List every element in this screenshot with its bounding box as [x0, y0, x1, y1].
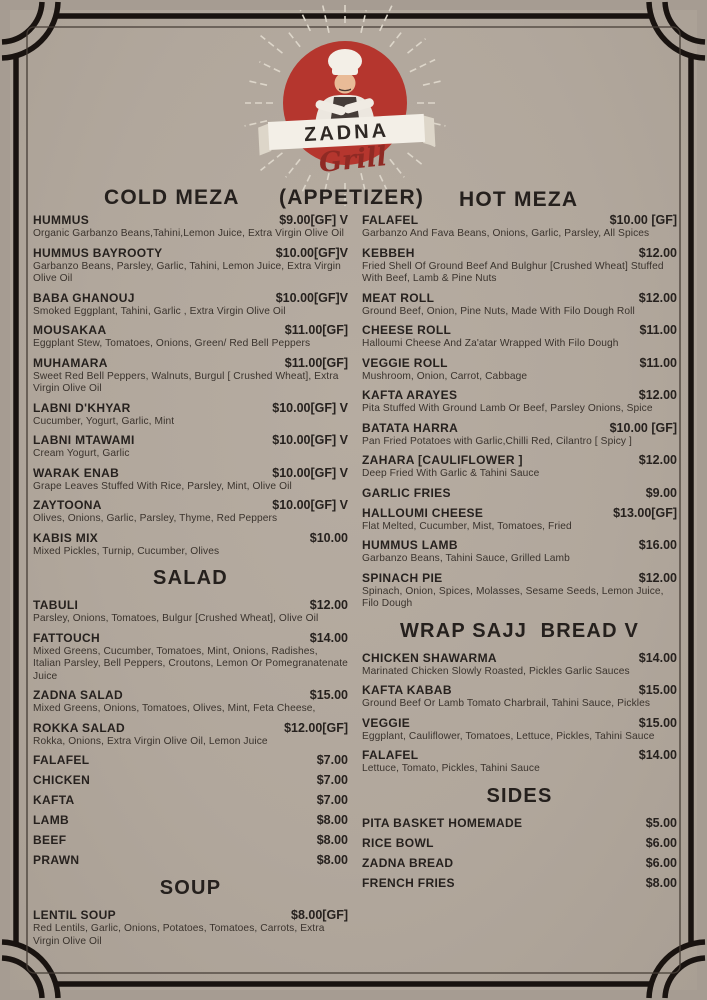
item-price: $10.00[GF] V	[272, 498, 348, 512]
item-description: Flat Melted, Cucumber, Mist, Tomatoes, Fried	[362, 520, 572, 532]
item-price: $12.00	[638, 570, 677, 585]
item-name: KABIS MIX	[33, 530, 99, 545]
item-price: $7.00	[316, 753, 348, 767]
item-name: SPINACH PIE	[362, 570, 443, 585]
brand-name: ZADNA	[303, 119, 390, 147]
item-name: LABNI MTAWAMI	[33, 433, 135, 447]
item-price: $16.00	[638, 538, 677, 552]
item-description: Red Lentils, Garlic, Onions, Potatoes, Tomatoes, Carrots, Extra Virgin Olive Oil	[33, 923, 325, 947]
item-description: Ground Beef Or Lamb Tomato Charbrail, Tahini Sauce, Pickles	[362, 698, 651, 709]
section-title-cold-meza: COLD MEZA	[104, 186, 240, 209]
item-description: Garbanzo Beans, Parsley, Garlic, Tahini, Lemon Juice, Extra Virgin Olive Oil	[33, 260, 341, 284]
item-price: $14.00	[309, 630, 348, 645]
item-price: $14.00	[638, 650, 677, 665]
menu-item	[33, 530, 348, 559]
item-price: $10.00[GF] V	[272, 400, 348, 415]
item-price: $15.00	[309, 688, 348, 702]
item-name: HUMMUS BAYROOTY	[33, 245, 163, 260]
item-description: Fried Shell Of Ground Beef And Bulghur [Crushed Wheat] Stuffed With Beef, Lamb & Pine Nuts	[362, 260, 664, 284]
item-name: KAFTA KABAB	[362, 683, 452, 697]
item-name: LENTIL SOUP	[33, 908, 116, 922]
menu-item	[33, 355, 348, 396]
item-price: $8.00	[645, 875, 677, 890]
brand-sub: Grill	[317, 141, 389, 179]
menu-item	[362, 682, 677, 711]
item-name: PRAWN	[33, 853, 80, 867]
item-price: $11.00[GF]	[284, 323, 348, 337]
item-description: Smoked Eggplant, Tahini, Garlic , Extra Virgin Olive Oil	[33, 305, 286, 317]
item-description: Lettuce, Tomato, Pickles, Tahini Sauce	[362, 763, 540, 774]
section-title-hot-meza: HOT MEZA	[459, 188, 579, 211]
item-description: Organic Garbanzo Beans,Tahini,Lemon Juice, Extra Virgin Olive Oil	[33, 228, 344, 239]
menu-item	[362, 452, 677, 481]
item-price: $10.00[GF] V	[272, 465, 348, 480]
item-name: LAMB	[33, 813, 70, 827]
item-name: MEAT ROLL	[362, 290, 435, 305]
menu-item	[362, 290, 677, 319]
item-name: RICE BOWL	[362, 835, 434, 850]
menu-item	[33, 245, 348, 286]
menu-item	[362, 505, 677, 534]
logo	[0, 0, 707, 210]
menu-item	[33, 720, 348, 749]
item-price: $8.00	[316, 853, 348, 867]
item-description: Mushroom, Onion, Carrot, Cabbage	[362, 370, 528, 382]
menu-item	[362, 650, 677, 679]
item-description: Pita Stuffed With Ground Lamb Or Beef, Parsley Onions, Spice	[362, 403, 653, 414]
menu-item	[33, 322, 348, 351]
item-price: $11.00	[639, 323, 677, 337]
item-price: $9.00[GF] V	[279, 213, 348, 227]
item-name: MUHAMARA	[33, 355, 108, 370]
item-price: $11.00	[639, 355, 677, 370]
item-name: HUMMUS LAMB	[362, 538, 458, 552]
item-price: $12.00[GF]	[284, 720, 348, 735]
menu-item	[362, 245, 677, 286]
menu-column-right	[362, 212, 677, 952]
menu-item	[33, 792, 348, 808]
item-description: Mixed Pickles, Turnip, Cucumber, Olives	[33, 545, 220, 557]
menu-item	[33, 465, 348, 494]
item-price: $14.00	[638, 748, 677, 762]
item-name: HALLOUMI CHEESE	[362, 505, 484, 520]
item-description: Sweet Red Bell Peppers, Walnuts, Burgul [ Crushed Wheat], Extra Virgin Olive Oil	[33, 370, 339, 394]
item-price: $6.00	[645, 855, 677, 870]
menu-item	[362, 815, 677, 831]
menu-item	[362, 570, 677, 611]
item-name: FRENCH FRIES	[362, 875, 455, 890]
item-description: Marinated Chicken Slowly Roasted, Pickles Garlic Sauces	[362, 665, 630, 677]
item-price: $10.00[GF]V	[275, 245, 348, 260]
item-name: VEGGIE	[362, 715, 411, 730]
item-name: MOUSAKAA	[33, 323, 107, 337]
section-title: WRAP SAJJ BREAD V	[399, 619, 640, 642]
item-price: $10.00[GF] V	[272, 433, 348, 447]
item-name: KEBBEH	[362, 245, 415, 260]
item-price: $6.00	[645, 835, 677, 850]
item-name: CHICKEN	[33, 773, 91, 787]
item-name: GARLIC FRIES	[362, 485, 451, 500]
item-description: Eggplant, Cauliflower, Tomatoes, Lettuce, Pickles, Tahini Sauce	[362, 730, 655, 742]
menu-item	[33, 630, 348, 684]
item-description: Mixed Greens, Cucumber, Tomatoes, Mint, Onions, Radishes, Italian Parsley, Bell Peppers, Croutons, Lemon Or Pomegranatenate Juice	[33, 645, 348, 682]
item-price: $12.00	[638, 453, 677, 467]
menu-item	[33, 852, 348, 868]
item-description: Olives, Onions, Garlic, Parsley, Thyme, Red Peppers	[33, 513, 278, 524]
item-description: Grape Leaves Stuffed With Rice, Parsley, Mint, Olive Oil	[33, 480, 292, 492]
item-name: FALAFEL	[33, 753, 90, 767]
menu-item	[362, 715, 677, 744]
menu-item	[362, 875, 677, 891]
item-name: ZAHARA [CAULIFLOWER ]	[362, 453, 523, 467]
menu-item	[33, 907, 348, 948]
item-name: KAFTA	[33, 793, 75, 807]
item-name: TABULI	[33, 598, 79, 612]
menu-item	[33, 400, 348, 429]
item-price: $12.00	[638, 290, 677, 305]
item-name: FATTOUCH	[33, 630, 101, 645]
item-description: Pan Fried Potatoes with Garlic,Chilli Red, Cilantro [ Spicy ]	[362, 435, 632, 447]
item-price: $8.00[GF]	[291, 908, 348, 922]
menu-item	[362, 212, 677, 241]
item-name: VEGGIE ROLL	[362, 355, 448, 370]
item-name: KAFTA ARAYES	[362, 388, 458, 402]
menu-item	[362, 537, 677, 566]
menu-item	[33, 497, 348, 526]
menu-item	[33, 687, 348, 716]
item-description: Garbanzo And Fava Beans, Onions, Garlic, Parsley, All Spices	[362, 228, 650, 239]
item-price: $8.00	[316, 813, 348, 827]
item-price: $15.00	[638, 715, 677, 730]
item-description: Halloumi Cheese And Za'atar Wrapped With Filo Dough	[362, 338, 619, 349]
item-price: $7.00	[316, 773, 348, 787]
item-name: CHICKEN SHAWARMA	[362, 650, 497, 665]
item-name: ROKKA SALAD	[33, 720, 126, 735]
menu-item	[362, 485, 677, 501]
item-description: Eggplant Stew, Tomatoes, Onions, Green/ Red Bell Peppers	[33, 338, 311, 349]
item-price: $12.00	[309, 598, 348, 612]
item-name: CHEESE ROLL	[362, 323, 452, 337]
menu-item	[33, 212, 348, 241]
item-price: $7.00	[316, 793, 348, 807]
menu-item	[33, 290, 348, 319]
item-description: Ground Beef, Onion, Pine Nuts, Made With Filo Dough Roll	[362, 305, 635, 317]
item-description: Rokka, Onions, Extra Virgin Olive Oil, Lemon Juice	[33, 735, 268, 747]
section-subtitle-appetizer: (APPETIZER)	[279, 186, 425, 209]
item-price: $12.00	[638, 245, 677, 260]
menu-item	[362, 747, 677, 776]
item-description: Mixed Greens, Onions, Tomatoes, Olives, Mint, Feta Cheese,	[33, 703, 316, 714]
item-name: LABNI D'KHYAR	[33, 400, 131, 415]
menu-item	[362, 322, 677, 351]
item-name: ZADNA BREAD	[362, 855, 454, 870]
menu-item	[33, 812, 348, 828]
item-name: ZADNA SALAD	[33, 688, 124, 702]
item-price: $5.00	[645, 815, 677, 830]
item-name: PITA BASKET HOMEMADE	[362, 815, 523, 830]
item-price: $10.00 [GF]	[609, 420, 677, 435]
menu-item	[33, 432, 348, 461]
menu-item	[362, 855, 677, 871]
menu-item	[33, 597, 348, 626]
item-description: Spinach, Onion, Spices, Molasses, Sesame Seeds, Lemon Juice, Filo Dough	[362, 585, 664, 609]
menu-item	[33, 832, 348, 848]
item-price: $10.00[GF]V	[275, 290, 348, 305]
item-price: $10.00 [GF]	[609, 213, 677, 227]
menu-columns	[33, 212, 677, 952]
section-title: SOUP	[159, 877, 222, 899]
item-description: Parsley, Onions, Tomatoes, Bulgur [Crushed Wheat], Olive Oil	[33, 613, 319, 624]
item-name: ZAYTOONA	[33, 498, 102, 512]
menu-item	[362, 387, 677, 416]
item-name: BATATA HARRA	[362, 420, 459, 435]
item-description: Deep Fried With Garlic & Tahini Sauce	[362, 468, 540, 479]
section-title: SALAD	[153, 567, 228, 589]
menu-item	[33, 752, 348, 768]
item-price: $11.00[GF]	[284, 355, 348, 370]
item-name: BEEF	[33, 833, 67, 847]
item-name: FALAFEL	[362, 748, 419, 762]
item-description: Cucumber, Yogurt, Garlic, Mint	[33, 415, 175, 427]
menu-item	[362, 835, 677, 851]
item-price: $12.00	[638, 388, 677, 402]
item-description: Cream Yogurt, Garlic	[33, 448, 130, 459]
item-price: $15.00	[638, 683, 677, 697]
item-price: $9.00	[645, 485, 677, 500]
item-name: HUMMUS	[33, 213, 90, 227]
item-name: FALAFEL	[362, 213, 419, 227]
item-price: $8.00	[316, 833, 348, 847]
menu-item	[362, 355, 677, 384]
item-description: Garbanzo Beans, Tahini Sauce, Grilled Lamb	[362, 553, 570, 564]
item-price: $13.00[GF]	[613, 505, 677, 520]
item-name: BABA GHANOUJ	[33, 290, 135, 305]
item-price: $10.00	[309, 530, 348, 545]
section-title: SIDES	[486, 784, 553, 807]
menu-item	[362, 420, 677, 449]
item-name: WARAK ENAB	[33, 465, 120, 480]
menu-item	[33, 772, 348, 788]
menu-column-left	[33, 212, 348, 952]
